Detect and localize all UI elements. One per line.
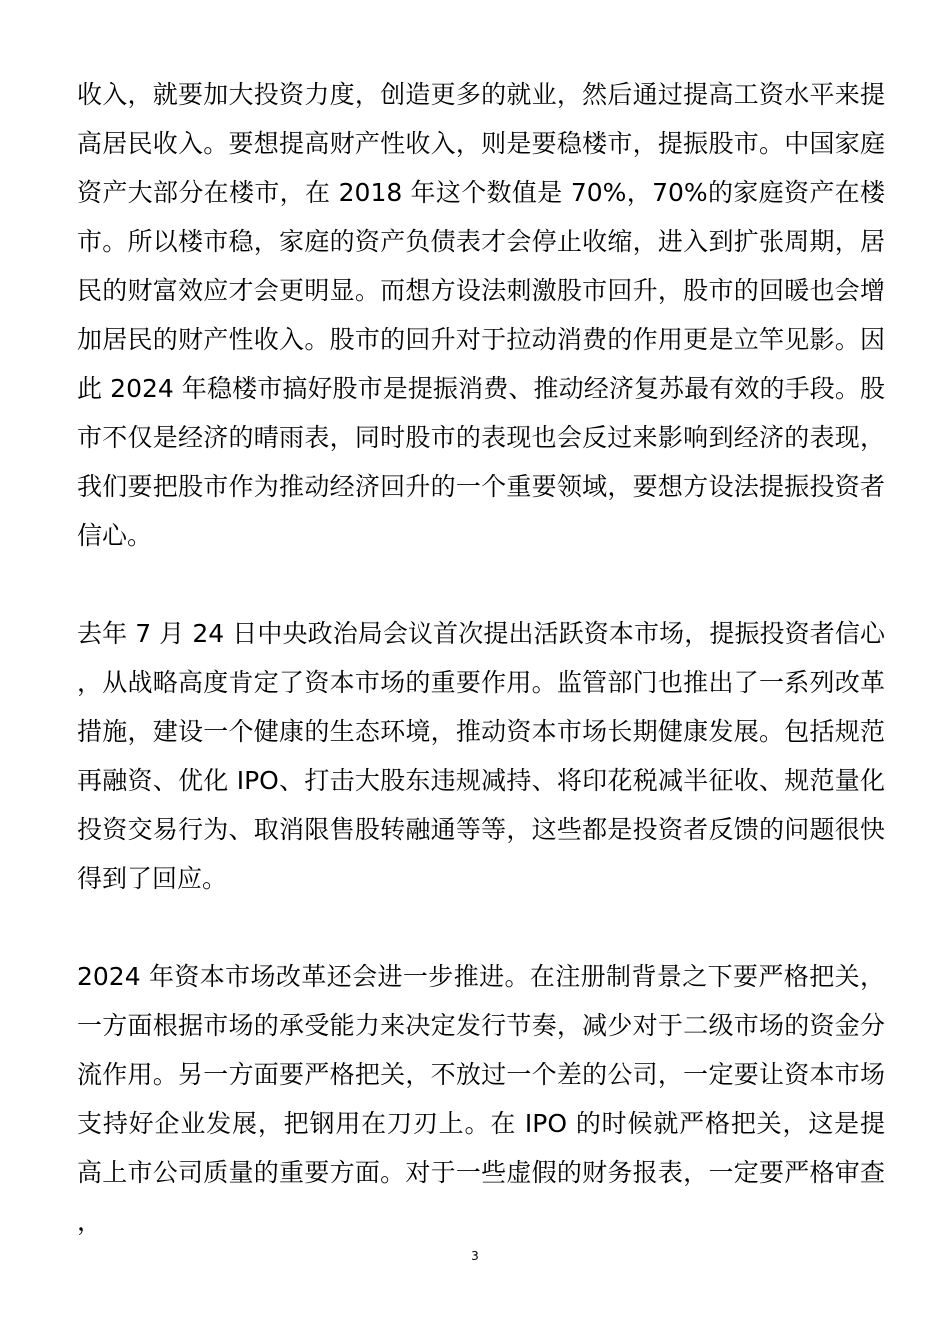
paragraph-1: 收入，就要加大投资力度，创造更多的就业，然后通过提高工资水平来提高居民收入。要想提高财产性收入，则是要稳楼市，提振股市。中国家庭资产大部分在楼市，在 2018 年这个数值是 70%，70%的家庭资产在楼市。所以楼市稳，家庭的资产负债表才会停止收缩，进入到扩张周期，居民的财富效应才会更明显。而想方设法刺激股市回升，股市的回暖也会增加居民的财产性收入。股市的回升对于拉动消费的作用更是立竿见影。因此 2024 年稳楼市搞好股市是提振消费、推动经济复苏最有效的手段。股市不仅是经济的晴雨表，同时股市的表现也会反过来影响到经济的表现，我们要把股市作为推动经济回升的一个重要领域，要想方设法提振投资者信心。 bbox=[77, 80, 885, 550]
page-number: 3 bbox=[471, 1249, 479, 1263]
paragraph-3: 2024 年资本市场改革还会进一步推进。在注册制背景之下要严格把关，一方面根据市场的承受能力来决定发行节奏，减少对于二级市场的资金分流作用。另一方面要严格把关，不放过一个差的公司，一定要让资本市场支持好企业发展，把钢用在刀刃上。在 IPO 的时候就严格把关，这是提高上市公司质量的重要方面。对于一些虚假的财务报表，一定要严格审查， bbox=[77, 962, 885, 1236]
document-body bbox=[77, 70, 885, 1295]
paragraph-2: 去年 7 月 24 日中央政治局会议首次提出活跃资本市场，提振投资者信心，从战略高度肯定了资本市场的重要作用。监管部门也推出了一系列改革措施，建设一个健康的生态环境，推动资本市场长期健康发展。包括规范再融资、优化 IPO、打击大股东违规减持、将印花税减半征收、规范量化投资交易行为、取消限售股转融通等等，这些都是投资者反馈的问题很快得到了回应。 bbox=[77, 619, 885, 893]
